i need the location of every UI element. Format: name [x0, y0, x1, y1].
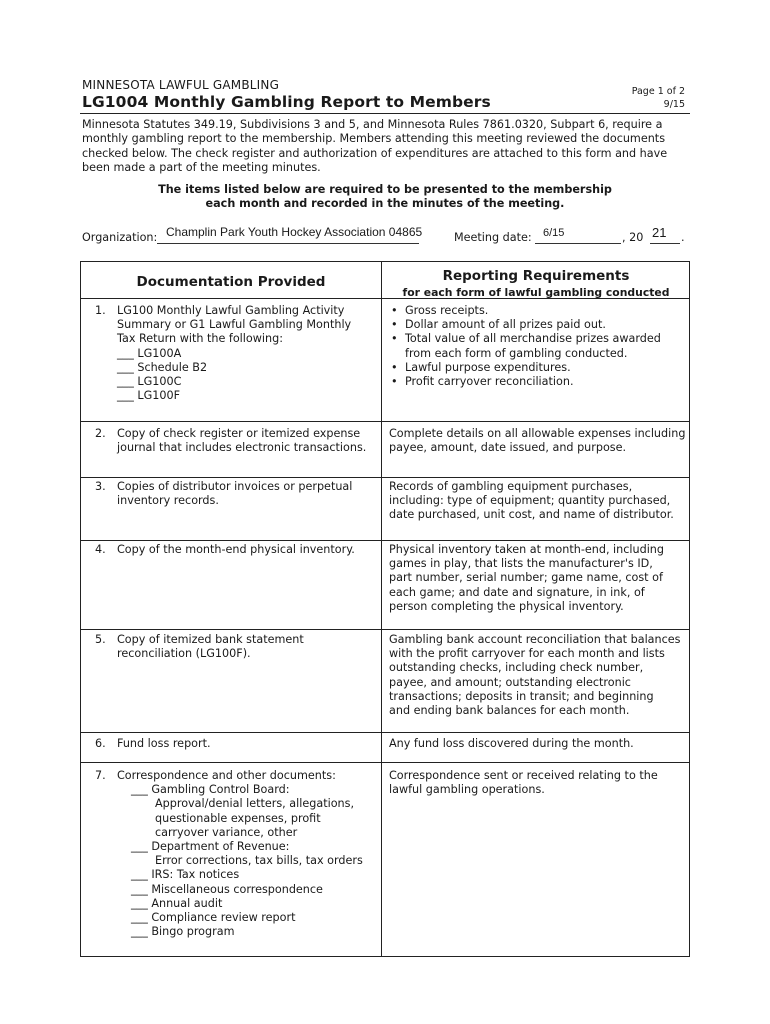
header-rule [80, 113, 690, 114]
requirement-bullet: • Gross receipts. [389, 304, 689, 318]
row-1-requirements [389, 304, 689, 389]
doc-checklist-item[interactable]: ___ LG100F [117, 389, 181, 403]
requirement-line: payee, and amount; outstanding electronic [389, 675, 631, 689]
intro-paragraph [82, 118, 690, 176]
doc-checklist-item[interactable]: ___ IRS: Tax notices [131, 868, 240, 882]
row-divider [81, 477, 689, 478]
year-prefix: , 20 [622, 231, 644, 244]
intro-line: checked below. The check register and authorization of expenditures are attached to this form and have [82, 146, 668, 160]
doc-subitem: carryover variance, other [155, 825, 298, 839]
requirement-line: payee, amount, date issued, and purpose. [389, 441, 627, 455]
notice-line: The items listed below are required to be presented to the membership [158, 183, 612, 196]
meeting-date-field[interactable] [535, 243, 621, 244]
doc-line: Copy of itemized bank statement [117, 633, 304, 646]
doc-checklist-item[interactable]: ___ Compliance review report [131, 911, 296, 925]
row-number: 1. [95, 304, 106, 317]
doc-checklist-item[interactable]: ___ Schedule B2 [117, 360, 208, 374]
reporting-header-subtitle: for each form of lawful gambling conducted [402, 286, 670, 299]
form-revision: 9/15 [663, 99, 685, 110]
doc-checklist-item[interactable]: ___ Department of Revenue: [131, 840, 290, 854]
doc-line: LG100 Monthly Lawful Gambling Activity [117, 304, 345, 317]
year-value[interactable]: 21 [652, 225, 667, 240]
row-divider [81, 732, 689, 733]
organization-field[interactable] [157, 243, 419, 244]
requirement-line: person completing the physical inventory. [389, 599, 624, 613]
doc-checklist-item[interactable]: ___ LG100C [117, 375, 182, 389]
row-6-requirements [389, 737, 689, 751]
row-3-documentation [95, 480, 378, 508]
row-4-documentation [95, 543, 378, 557]
doc-line: journal that includes electronic transactions. [117, 441, 367, 455]
row-number: 3. [95, 480, 106, 493]
reporting-header [381, 268, 691, 299]
form-title: LG1004 Monthly Gambling Report to Members [82, 93, 491, 111]
requirement-line: Complete details on all allowable expenses including [389, 427, 686, 440]
intro-line: been made a part of the meeting minutes. [82, 161, 321, 175]
requirement-line: Gambling bank account reconciliation that balances [389, 633, 681, 646]
intro-line: monthly gambling report to the membership. Members attending this meeting reviewed the documents [82, 132, 666, 146]
requirement-line: part number, serial number; game name, cost of [389, 571, 663, 585]
requirement-line: Physical inventory taken at month-end, including [389, 543, 665, 556]
row-divider [81, 629, 689, 630]
page-info [632, 85, 685, 111]
row-number: 5. [95, 633, 106, 646]
doc-checklist-item[interactable]: ___ Annual audit [131, 896, 223, 910]
doc-checklist-item[interactable]: ___ Bingo program [131, 925, 235, 939]
doc-checklist-item[interactable]: ___ Gambling Control Board: [131, 783, 290, 797]
requirement-line: with the profit carryover for each month and lists [389, 647, 665, 661]
doc-line: reconciliation (LG100F). [117, 647, 251, 661]
requirement-bullet: • Profit carryover reconciliation. [389, 375, 689, 389]
requirements-table [80, 261, 690, 957]
row-7-documentation [95, 769, 378, 939]
column-divider [381, 262, 382, 956]
row-number: 2. [95, 427, 106, 440]
row-3-requirements [389, 480, 689, 523]
organization-label: Organization: [82, 231, 158, 244]
requirement-line: lawful gambling operations. [389, 783, 545, 797]
requirement-line: transactions; deposits in transit; and beginning [389, 689, 654, 703]
doc-line: Copy of check register or itemized expense [117, 427, 361, 440]
meeting-date-label: Meeting date: [454, 231, 532, 244]
doc-line: Copy of the month-end physical inventory. [117, 543, 355, 556]
requirement-line: games in play, that lists the manufacturer's ID, [389, 557, 653, 571]
requirement-line: Any fund loss discovered during the month. [389, 737, 634, 750]
row-number: 4. [95, 543, 106, 556]
doc-line: Tax Return with the following: [117, 332, 283, 346]
year-field[interactable] [650, 243, 680, 244]
requirement-bullet: • Dollar amount of all prizes paid out. [389, 318, 689, 332]
row-6-documentation [95, 737, 378, 751]
row-5-requirements [389, 633, 689, 718]
row-divider [81, 298, 689, 299]
doc-subitem: questionable expenses, profit [155, 811, 321, 825]
doc-line: Fund loss report. [117, 737, 211, 750]
row-divider [81, 421, 689, 422]
row-2-requirements [389, 427, 689, 455]
agency-name: MINNESOTA LAWFUL GAMBLING [82, 78, 280, 92]
requirement-line: including: type of equipment; quantity purchased, [389, 494, 671, 508]
requirement-line: Correspondence sent or received relating to the [389, 769, 658, 782]
requirement-line: outstanding checks, including check number, [389, 661, 644, 675]
doc-subitem: Approval/denial letters, allegations, [155, 797, 355, 811]
requirement-line: from each form of gambling conducted. [405, 346, 628, 360]
row-1-documentation [95, 304, 378, 403]
doc-checklist-item[interactable]: ___ LG100A [117, 346, 182, 360]
doc-line: inventory records. [117, 494, 219, 508]
doc-checklist-item[interactable]: ___ Miscellaneous correspondence [131, 882, 323, 896]
row-7-requirements [389, 769, 689, 797]
reporting-header-title: Reporting Requirements [442, 268, 630, 284]
requirement-line: each game; and date and signature, in ink, of [389, 585, 645, 599]
row-divider [81, 762, 689, 763]
requirement-line: date purchased, unit cost, and name of distributor. [389, 508, 674, 522]
doc-line: Copies of distributor invoices or perpetual [117, 480, 353, 493]
page-number: Page 1 of 2 [631, 86, 685, 97]
requirement-bullet: • Lawful purpose expenditures. [389, 361, 689, 375]
row-5-documentation [95, 633, 378, 661]
row-2-documentation [95, 427, 378, 455]
notice-line: each month and recorded in the minutes of the meeting. [205, 197, 565, 210]
requirement-line: Records of gambling equipment purchases, [389, 480, 633, 493]
doc-subitem: Error corrections, tax bills, tax orders [155, 854, 363, 868]
row-number: 7. [95, 769, 106, 782]
row-number: 6. [95, 737, 106, 750]
doc-line: Summary or G1 Lawful Gambling Monthly [117, 318, 352, 332]
row-divider [81, 540, 689, 541]
year-period: . [681, 231, 685, 244]
doc-line: Correspondence and other documents: [117, 769, 336, 782]
organization-line [82, 226, 690, 246]
meeting-date-value[interactable]: 6/15 [543, 227, 565, 239]
organization-value[interactable]: Champlin Park Youth Hockey Association 04865 [166, 225, 423, 239]
requirement-notice [80, 183, 690, 211]
requirement-bullet: • Total value of all merchandise prizes awarded [389, 332, 689, 346]
requirement-line: and ending bank balances for each month. [389, 704, 630, 718]
intro-line: Minnesota Statutes 349.19, Subdivisions 3 and 5, and Minnesota Rules 7861.0320, Subpart 6, require a [82, 118, 663, 131]
row-4-requirements [389, 543, 689, 614]
documentation-header: Documentation Provided [136, 274, 326, 290]
